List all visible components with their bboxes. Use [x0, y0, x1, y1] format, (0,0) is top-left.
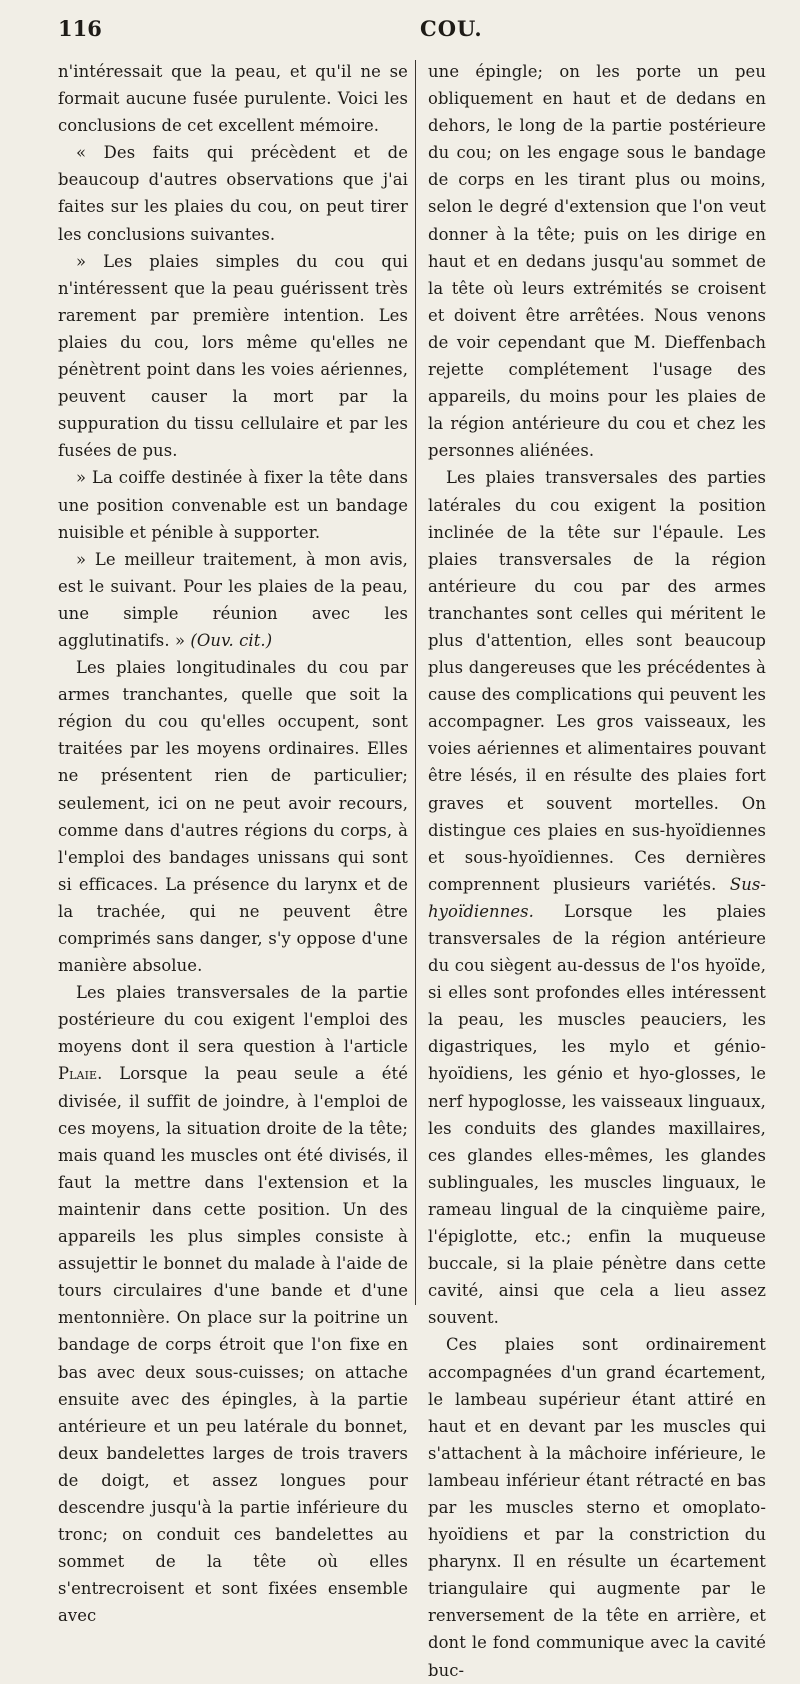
- paragraph: Les plaies longitudinales du cou par armes tranchantes, quelle que soit la région du cou qu'elles occupent, sont traitées par les moyens ordinaires. Elles ne présentent rien de particulier; seulement, ici on ne peut avoir recours, comme dans d'autres régions du corps, à l'emploi des bandages unissans qui sont si efficaces. La présence du larynx et de la trachée, qui ne peuvent être comprimés sans danger, s'y oppose d'une manière absolue.: [58, 658, 408, 976]
- page-header: [58, 16, 764, 46]
- paragraph: n'intéressait que la peau, et qu'il ne se formait aucune fusée purulente. Voici les conclusions de cet excellent mémoire.: [58, 62, 408, 136]
- paragraph: une épingle; on les porte un peu obliquement en haut et de dedans en dehors, le long de la partie postérieure du cou; on les engage sous le bandage de corps en les tirant plus ou moins, selon le degré d'extension que l'on veut donner à la tête; puis on les dirige en haut et en dedans jusqu'au sommet de la tête où leurs extrémités se croisent et doivent être arrêtées. Nous venons de voir cependant que M. Dieffenbach rejette complétement l'usage des appareils, du moins pour les plaies de la région antérieure du cou et chez les personnes aliénées.: [428, 62, 766, 461]
- paragraph: Ces plaies sont ordinairement accompagnées d'un grand écartement, le lambeau supérieur étant attiré en haut et en devant par les muscles qui s'attachent à la mâchoire inférieure, le lambeau inférieur étant rétracté en bas par les muscles sterno et omoplato-hyoïdiens et par la constriction du pharynx. Il en résulte un écartement triangulaire qui augmente par le renversement de la tête en arrière, et dont le fond communique avec la cavité buc-: [428, 1335, 766, 1680]
- subheading-italic: Sus-hyoïdiennes.: [428, 874, 766, 921]
- paragraph: « Des faits qui précèdent et de beaucoup d'autres observations que j'ai faites sur les plaies du cou, on peut tirer les conclusions suivantes.: [58, 143, 408, 244]
- left-column: [58, 58, 408, 1626]
- paragraph: [58, 546, 408, 654]
- cross-reference: Plaie: [58, 1064, 98, 1084]
- page-number: 116: [58, 16, 102, 41]
- right-column: [428, 58, 767, 1680]
- column-divider: [415, 60, 416, 1305]
- paragraph: [58, 979, 408, 1629]
- paragraph: [428, 464, 766, 1331]
- running-title: COU.: [420, 16, 483, 41]
- paragraph: » La coiffe destinée à fixer la tête dans une position convenable est un bandage nuisible et pénible à supporter.: [58, 468, 408, 542]
- citation: (Ouv. cit.): [190, 630, 273, 650]
- paragraph-text: Les plaies transversales de la partie postérieure du cou exigent l'emploi des moyens dont il sera question à l'article: [58, 983, 408, 1057]
- paragraph-text: » Le meilleur traitement, à mon avis, est le suivant. Pour les plaies de la peau, une simple réunion avec les agglutinatifs. »: [58, 549, 408, 650]
- paragraph: » Les plaies simples du cou qui n'intéressent que la peau guérissent très rarement par première intention. Les plaies du cou, lors même qu'elles ne pénètrent point dans les voies aériennes, peuvent causer la mort par la suppuration du tissu cellulaire et par les fusées de pus.: [58, 251, 408, 461]
- paragraph-text: Les plaies transversales des parties latérales du cou exigent la position inclinée de la tête sur l'épaule. Les plaies transversales de la région antérieure du cou par des armes tranchantes sont celles qui méritent le plus d'attention, elles sont beaucoup plus dangereuses que les précédentes à cause des complications qui peuvent les accompagner. Les gros vaisseaux, les voies aériennes et alimentaires pouvant être lésés, il en résulte des plaies fort graves et souvent mortelles. On distingue ces plaies en sus-hyoïdiennes et sous-hyoïdiennes. Ces dernières comprennent plusieurs variétés.: [428, 468, 766, 894]
- paragraph-text: . Lorsque la peau seule a été divisée, il suffit de joindre, à l'emploi de ces moyens, la situation droite de la tête; mais quand les muscles ont été divisés, il faut la mettre dans l'extension et la maintenir dans cette position. Un des appareils les plus simples consiste à assujettir le bonnet du malade à l'aide de tours circulaires d'une bande et d'une mentonnière. On place sur la poitrine un bandage de corps étroit que l'on fixe en bas avec deux sous-cuisses; on attache ensuite avec des épingles, à la partie antérieure et un peu latérale du bonnet, deux bandelettes larges de trois travers de doigt, et assez longues pour descendre jusqu'à la partie inférieure du tronc; on conduit ces bandelettes au sommet de la tête où elles s'entrecroisent et sont fixées ensemble avec: [58, 1064, 408, 1626]
- paragraph-text: Lorsque les plaies transversales de la région antérieure du cou siègent au-dessus de l'os hyoïde, si elles sont profondes elles intéressent la peau, les muscles peauciers, les digastriques, les mylo et génio-hyoïdiens, les génio et hyo-glosses, le nerf hypoglosse, les vaisseaux linguaux, les conduits des glandes maxillaires, ces glandes elles-mêmes, les glandes sublinguales, les muscles linguaux, le rameau lingual de la cinquième paire, l'épiglotte, etc.; enfin la muqueuse buccale, si la plaie pénètre dans cette cavité, ainsi que cela a lieu assez souvent.: [428, 901, 767, 1328]
